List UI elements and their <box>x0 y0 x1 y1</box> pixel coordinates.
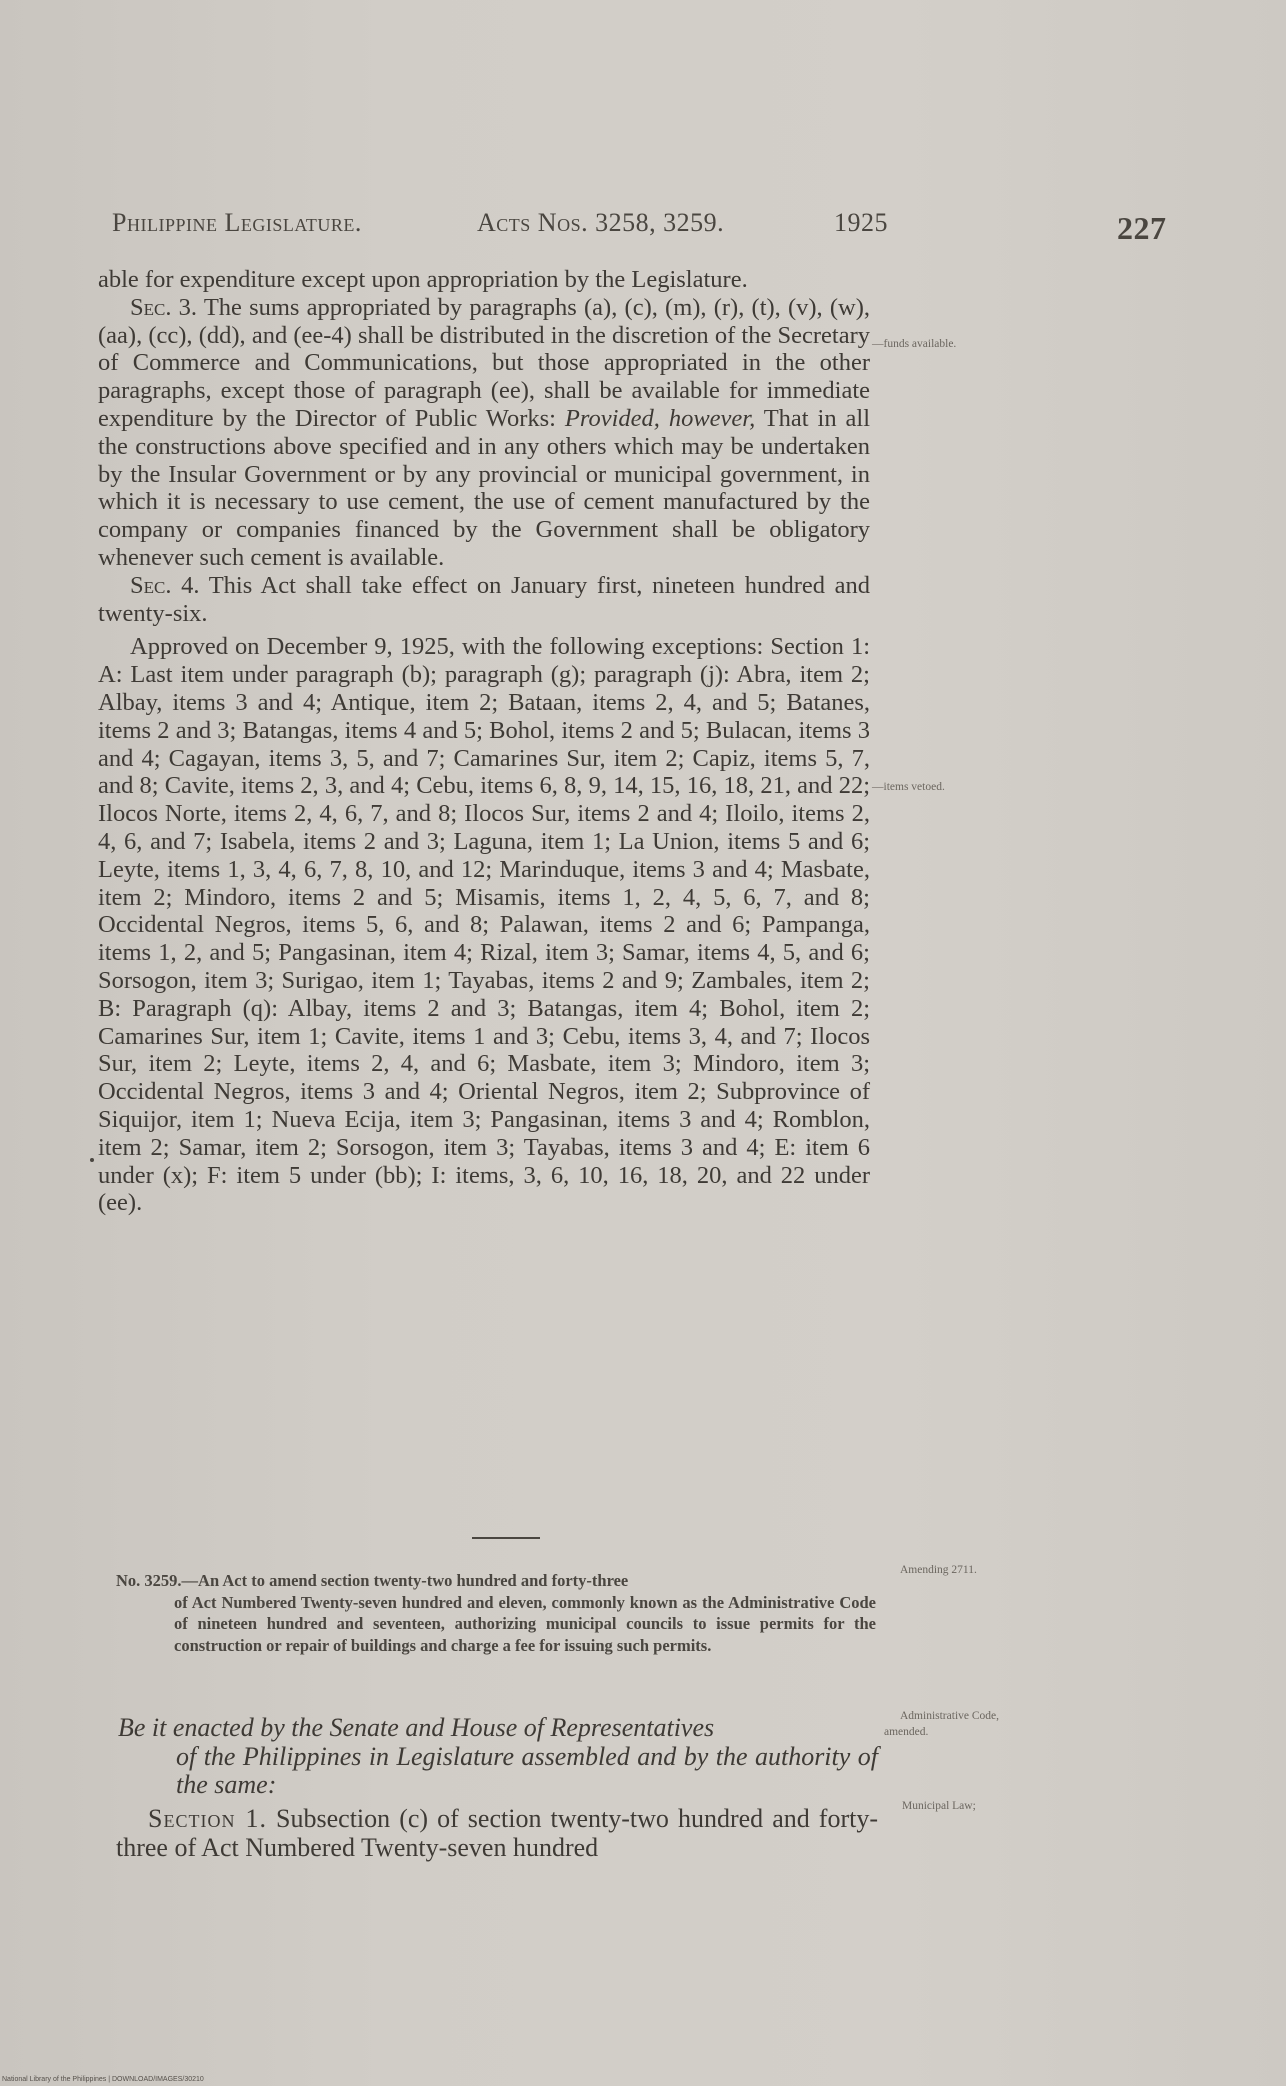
section-3-text-b: That in all the constructions above specified and in any others which may be undertaken by the Insular Government or by any provincial or municipal government, in which it is necessary to use cement, the use of cement manufactured by the company or companies financed by the Government shall be obligatory whenever such cement is available. <box>98 404 870 571</box>
act-3259-description: of Act Numbered Twenty-seven hundred and eleven, commonly known as the Administrative Code of nineteen hundred and seventeen, authorizing municipal councils to issue permits for the construction or repair of buildings and charge a fee for issuing such permits. <box>174 1592 876 1655</box>
footer-credit: National Library of the Philippines | DOWNLOAD/IMAGES/30210 <box>2 2076 204 2083</box>
margin-note-funds: —funds available. <box>872 338 957 350</box>
section-divider <box>472 1537 540 1539</box>
margin-note-amending: Amending 2711. <box>900 1564 977 1576</box>
header-legislature: Philippine Legislature. <box>112 208 362 237</box>
margin-note-amended: amended. <box>884 1726 929 1738</box>
section-3-label: Sec. 3. <box>130 293 198 321</box>
main-text <box>98 266 870 1217</box>
header-acts: Acts Nos. 3258, 3259. <box>477 208 725 237</box>
act-3259-lead: No. 3259.—An Act to amend section twenty-two hundred and forty-three <box>116 1571 629 1590</box>
section-1-paragraph <box>116 1804 878 1862</box>
section-4-text: This Act shall take effect on January first, nineteen hundred and twenty-six. <box>98 571 870 627</box>
enacting-lead: Be it enacted by the Senate and House of Representatives <box>118 1713 715 1742</box>
header-year: 1925 <box>834 208 888 237</box>
section-1-label: Section 1. <box>148 1804 267 1833</box>
margin-note-municipal: Municipal Law; <box>902 1800 976 1812</box>
section-4-paragraph <box>98 572 870 628</box>
section-1-text: Subsection (c) of section twenty-two hundred and forty-three of Act Numbered Twenty-seven hundred <box>116 1804 878 1862</box>
margin-note-items: —items vetoed. <box>872 781 945 793</box>
section-3-paragraph <box>98 294 870 572</box>
act-3259-summary <box>116 1570 876 1656</box>
enacting-clause <box>118 1714 878 1800</box>
running-header <box>112 208 1167 248</box>
enacting-rest: of the Philippines in Legislature assembled and by the authority of the same: <box>176 1741 878 1799</box>
page-number: 227 <box>1117 210 1167 246</box>
continuation-paragraph: able for expenditure except upon appropriation by the Legislature. <box>98 266 748 293</box>
section-4-label: Sec. 4. <box>130 571 200 599</box>
margin-note-admin-code: Administrative Code, <box>900 1710 1000 1722</box>
section-3-text-a: The sums appropriated by paragraphs (a), (c), (m), (r), (t), (v), (w), (aa), (cc), (dd), and (ee-4) shall be distributed in the discretion of the Secretary of Commerce and Communications, but those appropriated in the other paragraphs, except those of paragraph (ee), shall be available for immediate expenditure by the Director of Public Works: <box>98 293 870 432</box>
stray-mark <box>90 1158 94 1162</box>
approval-paragraph: Approved on December 9, 1925, with the following exceptions: Section 1: A: Last item under paragraph (b); paragraph (g); paragraph (j): Abra, item 2; Albay, items 3 and 4; Antique, item 2; Bataan, items 2, 4, and 5; Batanes, items 2 and 3; Batangas, items 4 and 5; Bohol, items 2 and 5; Bulacan, items 3 and 4; Cagayan, items 3, 5, and 7; Camarines Sur, item 2; Capiz, items 5, 7, and 8; Cavite, items 2, 3, and 4; Cebu, items 6, 8, 9, 14, 15, 16, 18, 21, and 22; Ilocos Norte, items 2, 4, 6, 7, and 8; Ilocos Sur, items 2 and 4; Iloilo, items 2, 4, 6, and 7; Isabela, items 2 and 3; Laguna, item 1; La Union, items 5 and 6; Leyte, items 1, 3, 4, 6, 7, 8, 10, and 12; Marinduque, items 3 and 4; Masbate, item 2; Mindoro, items 2 and 5; Misamis, items 1, 2, 4, 5, 6, 7, and 8; Occidental Negros, items 5, 6, and 8; Palawan, items 2 and 6; Pampanga, items 1, 2, and 5; Pangasinan, item 4; Rizal, item 3; Samar, items 4, 5, and 6; Sorsogon, item 3; Surigao, item 1; Tayabas, items 2 and 9; Zambales, item 2; B: Paragraph (q): Albay, items 2 and 3; Batangas, item 4; Bohol, item 2; Camarines Sur, item 1; Cavite, items 1 and 3; Cebu, items 3, 4, and 7; Ilocos Sur, item 2; Leyte, items 2, 4, and 6; Masbate, item 3; Mindoro, item 3; Occidental Negros, items 3 and 4; Oriental Negros, item 2; Subprovince of Siquijor, item 1; Nueva Ecija, item 3; Pangasinan, items 3 and 4; Romblon, item 2; Samar, item 2; Sorsogon, item 3; Tayabas, items 3 and 4; E: item 6 under (x); F: item 5 under (bb); I: items, 3, 6, 10, 16, 18, 20, and 22 under (ee). <box>98 633 870 1217</box>
section-3-proviso: Provided, however, <box>564 404 756 432</box>
